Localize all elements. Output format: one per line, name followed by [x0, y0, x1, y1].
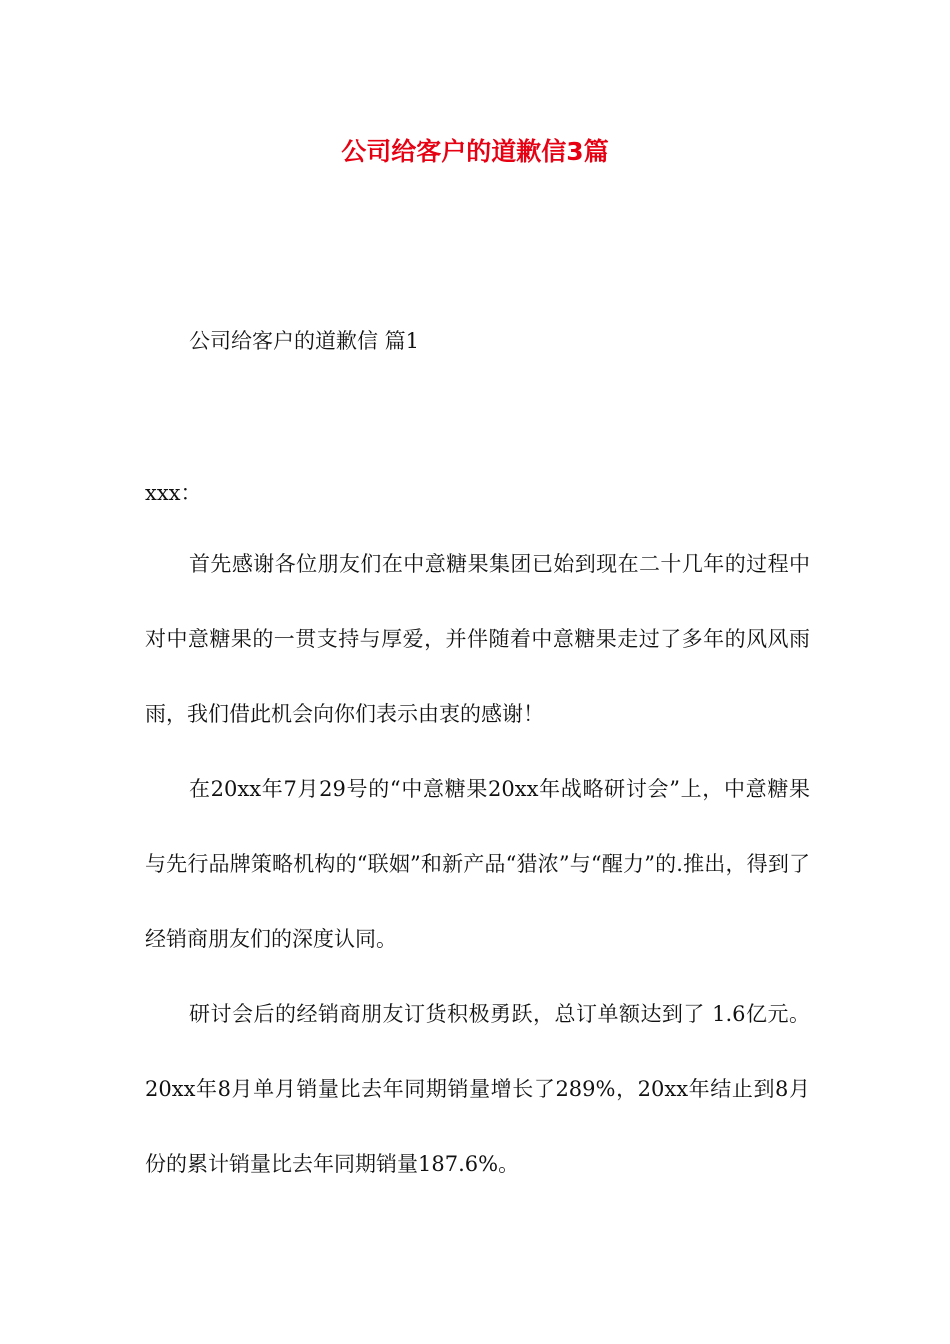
body-paragraph-2: 在20xx年7月29号的“中意糖果20xx年战略研讨会”上，中意糖果与先行品牌策略机构的“联姻”和新产品“猎浓”与“醒力”的.推出，得到了经销商朋友们的深度认同。	[145, 777, 810, 951]
body-paragraph-1: 首先感谢各位朋友们在中意糖果集团已始到现在二十几年的过程中对中意糖果的一贯支持与厚爱，并伴随着中意糖果走过了多年的风风雨雨，我们借此机会向你们表示由衷的感谢！	[145, 552, 810, 726]
body-paragraph-3: 研讨会后的经销商朋友订货积极勇跃，总订单额达到了 1.6亿元。20xx年8月单月销量比去年同期销量增长了289%，20xx年结止到8月份的累计销量比去年同期销量187.6%。	[145, 1002, 810, 1176]
section-heading: 公司给客户的道歉信 篇1	[189, 329, 420, 353]
salutation: xxx：	[145, 481, 202, 505]
document-title: 公司给客户的道歉信3篇	[341, 137, 609, 166]
